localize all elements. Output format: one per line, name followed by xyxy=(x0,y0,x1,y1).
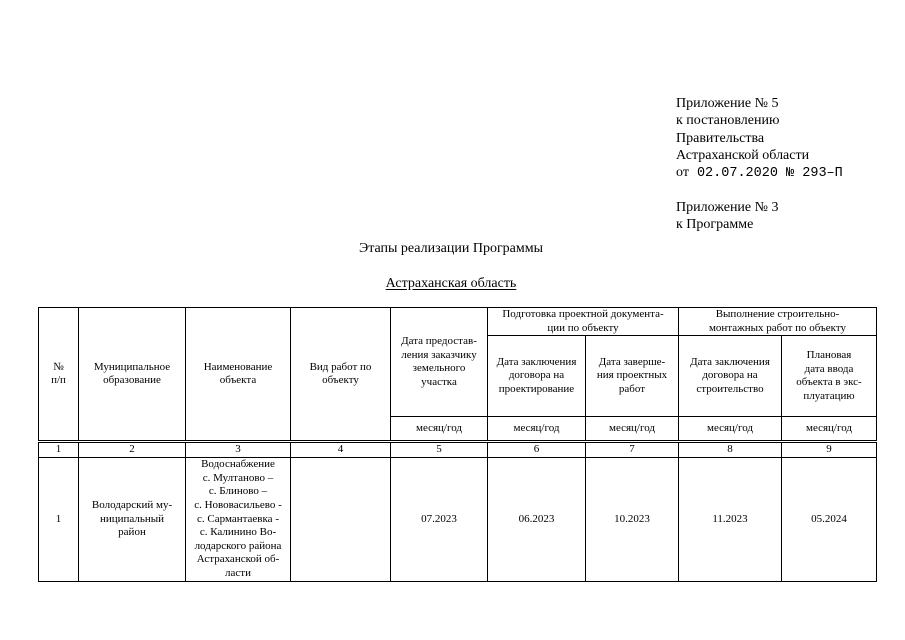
unit-land-date: месяц/год xyxy=(391,417,488,442)
appendix-5-date-line xyxy=(676,164,843,182)
region-heading: Астраханская область xyxy=(385,276,517,291)
unit-commissioning: месяц/год xyxy=(782,417,877,442)
header-land-date: Дата предостав- ления заказчику земельного участка xyxy=(391,308,488,417)
header-design-contract: Дата заключения договора на проектирование xyxy=(488,336,586,417)
header-construction-contract: Дата заключения договора на строительство xyxy=(679,336,782,417)
header-object-name: Наименование объекта xyxy=(186,308,291,442)
appendix-3-block xyxy=(676,199,779,234)
cell-construction-contract: 11.2023 xyxy=(679,458,782,581)
cell-design-contract: 06.2023 xyxy=(488,458,586,581)
appendix-5-date-number: 02.07.2020 № 293–П xyxy=(696,166,843,182)
region-heading-wrapper xyxy=(251,275,651,292)
column-number-3: 3 xyxy=(186,442,291,458)
header-number: № п/п xyxy=(39,308,79,442)
cell-work-type xyxy=(291,458,391,581)
appendix-5-date-prefix: от xyxy=(676,165,689,181)
header-work-type: Вид работ по объекту xyxy=(291,308,391,442)
header-design-group: Подготовка проектной документа- ции по объекту xyxy=(488,308,679,336)
cell-land-date: 07.2023 xyxy=(391,458,488,581)
appendix-5-title: Приложение № 5 xyxy=(676,96,779,111)
column-number-5: 5 xyxy=(391,442,488,458)
appendix-5-line-government: Правительства xyxy=(676,130,765,146)
cell-object-name: Водоснабжение с. Мултаново – с. Блиново – с. Нововасильево - с. Сармантаевка - с. Калинино Во- лодарского района Астраханской об- ласти xyxy=(186,458,291,581)
header-design-completion: Дата заверше- ния проектных работ xyxy=(586,336,679,417)
column-number-4: 4 xyxy=(291,442,391,458)
cell-municipality: Володарский му- ниципальный район xyxy=(79,458,186,581)
column-number-1: 1 xyxy=(39,442,79,458)
cell-number: 1 xyxy=(39,458,79,581)
appendix-3-line-program: к Программе xyxy=(676,217,754,233)
cell-commissioning: 05.2024 xyxy=(782,458,877,581)
unit-design-contract: месяц/год xyxy=(488,417,586,442)
appendix-3-title: Приложение № 3 xyxy=(676,200,779,215)
cell-design-completion: 10.2023 xyxy=(586,458,679,581)
appendix-5-block xyxy=(676,95,843,182)
column-number-9: 9 xyxy=(782,442,877,458)
table-row xyxy=(39,458,877,581)
header-construction-group: Выполнение строительно- монтажных работ по объекту xyxy=(679,308,877,336)
document-title: Этапы реализации Программы xyxy=(358,241,544,256)
program-stages-table xyxy=(38,307,877,582)
appendix-5-line-region: Астраханской области xyxy=(676,147,810,163)
column-number-6: 6 xyxy=(488,442,586,458)
appendix-5-line-resolution: к постановлению xyxy=(676,113,780,129)
column-number-7: 7 xyxy=(586,442,679,458)
header-row-groups xyxy=(39,308,877,336)
column-number-8: 8 xyxy=(679,442,782,458)
header-municipality: Муниципальное образование xyxy=(79,308,186,442)
unit-design-completion: месяц/год xyxy=(586,417,679,442)
column-number-2: 2 xyxy=(79,442,186,458)
column-number-row xyxy=(39,442,877,458)
header-commissioning: Плановая дата ввода объекта в экс- плуатацию xyxy=(782,336,877,417)
unit-construction-contract: месяц/год xyxy=(679,417,782,442)
